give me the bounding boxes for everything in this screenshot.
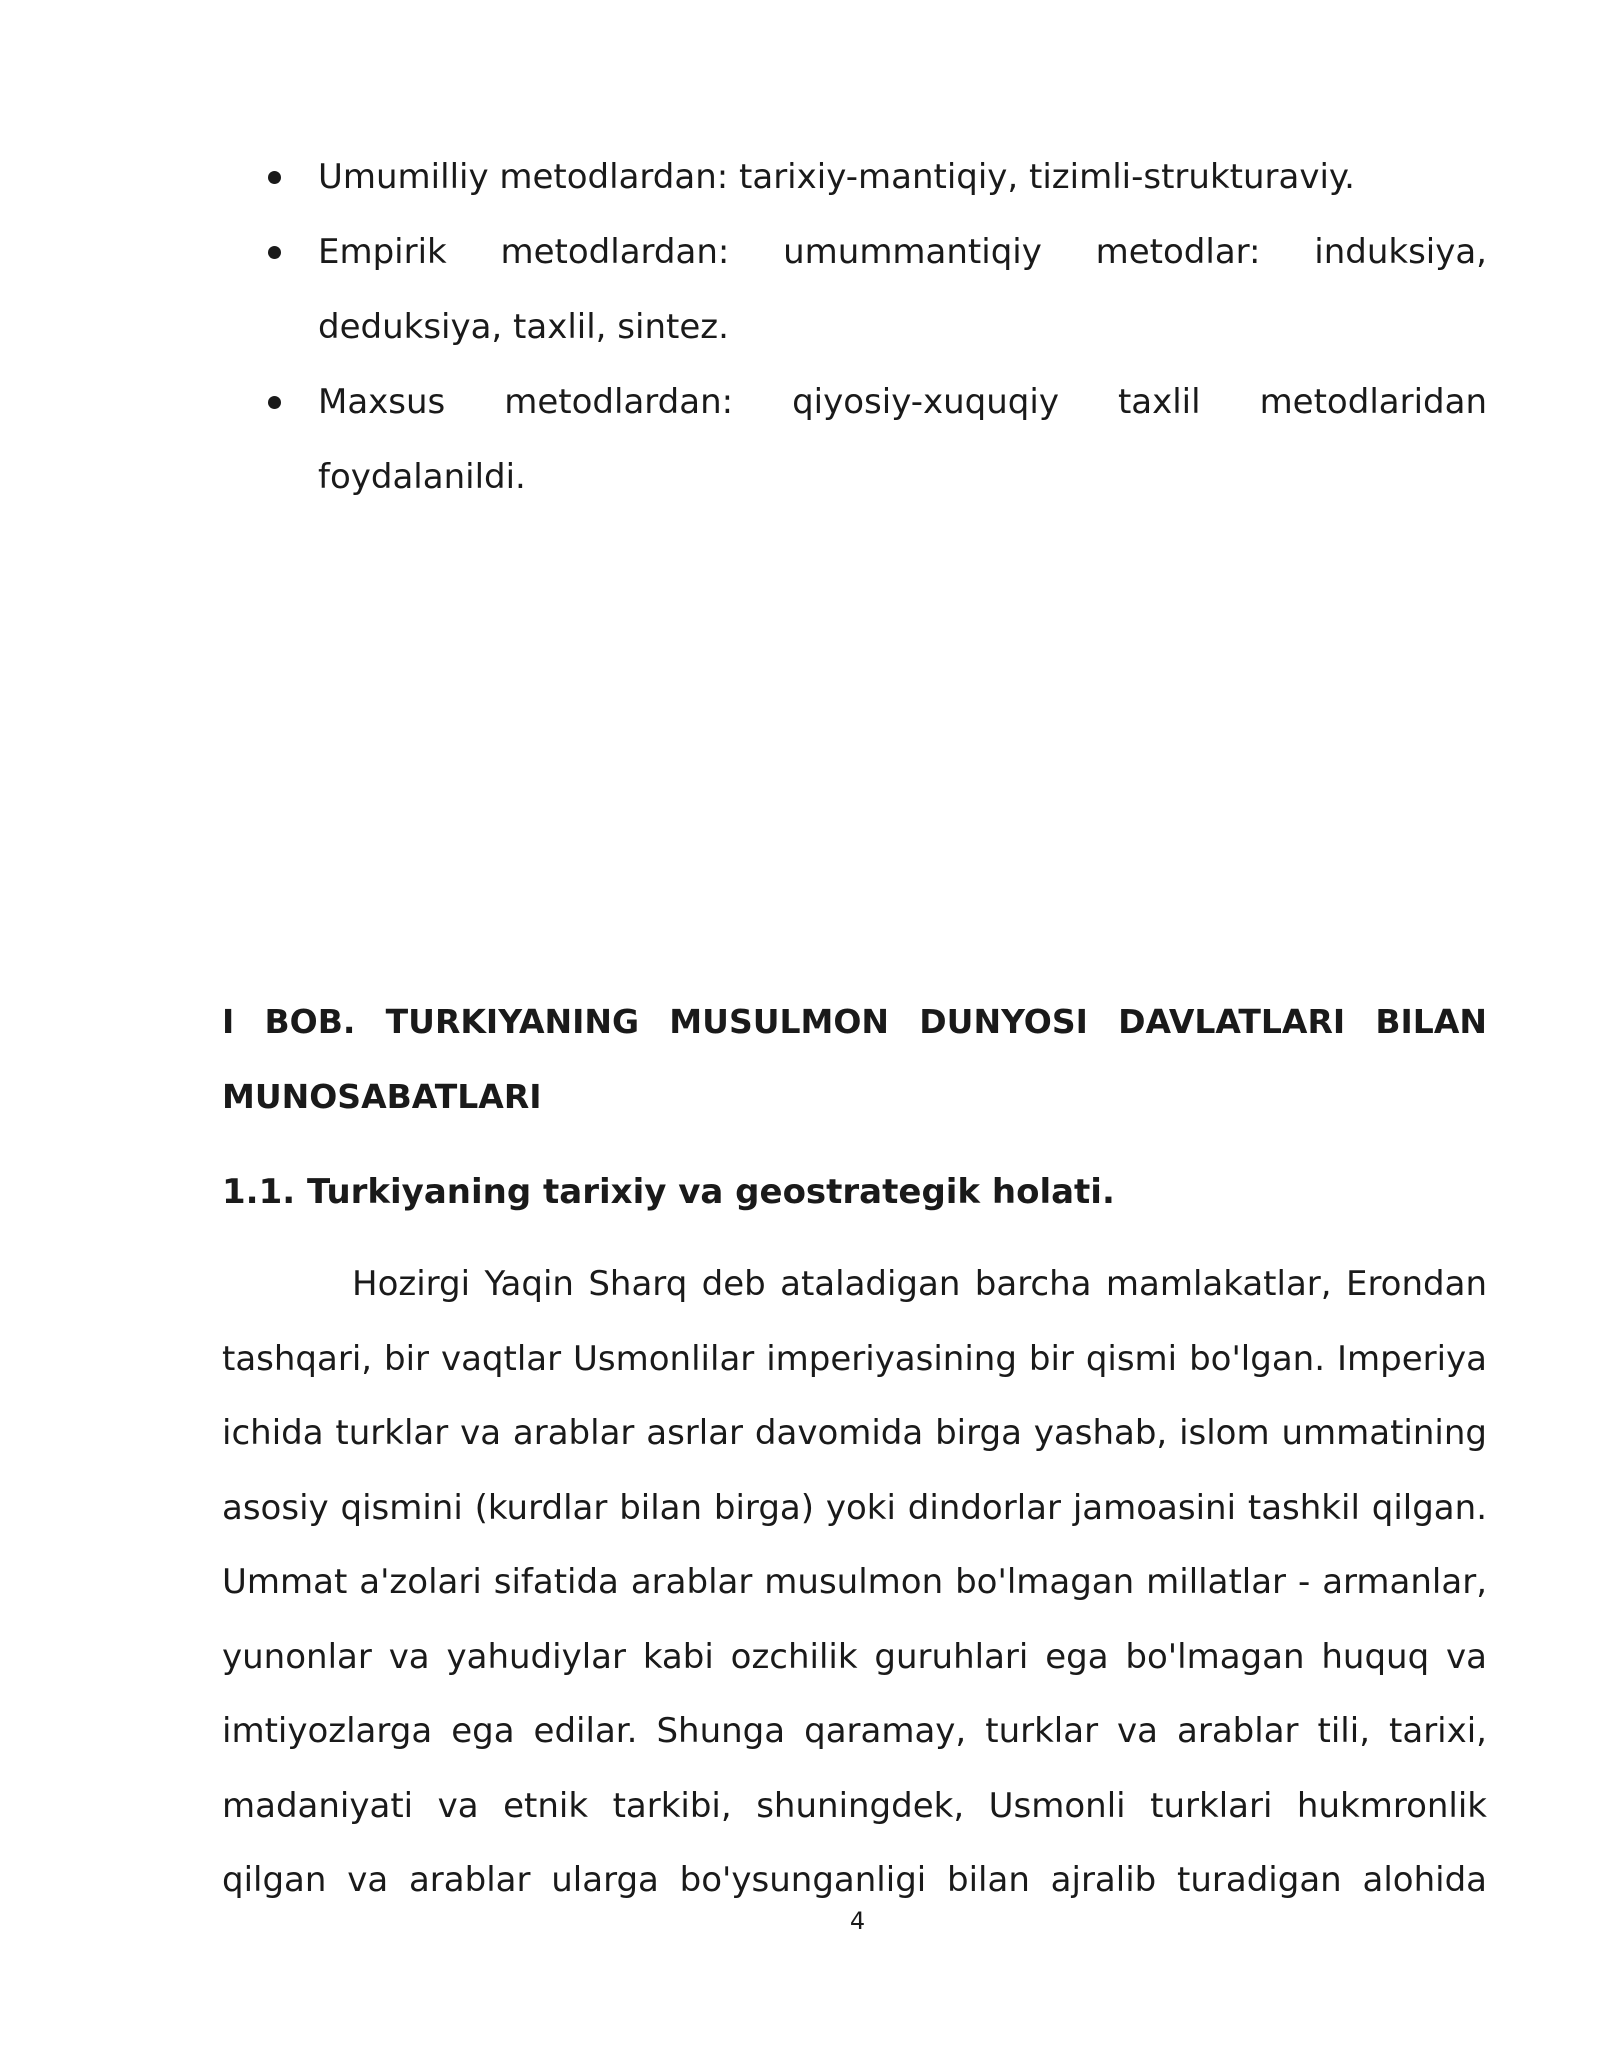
list-item: [265, 365, 1487, 515]
methods-list: [265, 140, 1487, 515]
list-item-text: Umumilliy metodlardan: tarixiy-mantiqiy, tizimli-strukturaviy.: [318, 157, 1355, 197]
bullet-icon: [268, 396, 281, 409]
section-title: 1.1. Turkiyaning tarixiy va geostrategik holati.: [222, 1172, 1115, 1212]
list-item: [265, 215, 1487, 365]
page-number: 4: [849, 1907, 866, 1935]
list-item: [265, 140, 1487, 215]
bullet-icon: [268, 171, 281, 184]
chapter-title: I BOB. TURKIYANING MUSULMON DUNYOSI DAVLATLARI BILAN MUNOSABATLARI: [222, 1002, 1487, 1116]
list-item-text: Empirik metodlardan: umummantiqiy metodlar: induksiya, deduksiya, taxlil, sintez.: [318, 232, 1487, 347]
body-paragraph: Hozirgi Yaqin Sharq deb ataladigan barcha mamlakatlar, Erondan tashqari, bir vaqtlar Usmonlilar imperiyasining bir qismi bo'lgan. Imperiya ichida turklar va arablar asrlar davomida birga yashab, islom ummatining asosiy qismini (kurdlar bilan birga) yoki dindorlar jamoasini tashkil qilgan. Ummat a'zolari sifatida arablar musulmon bo'lmagan millatlar - armanlar, yunonlar va yahudiylar kabi ozchilik guruhlari ega bo'lmagan huquq va imtiyozlarga ega edilar. Shunga qaramay, turklar va arablar tili, tarixi, madaniyati va etnik tarkibi, shuningdek, Usmonli turklari hukmronlik qilgan va arablar ularga bo'ysunganligi bilan ajralib turadigan alohida: [222, 1264, 1487, 1900]
list-item-text: Maxsus metodlardan: qiyosiy-xuquqiy taxlil metodlaridan foydalanildi.: [318, 382, 1487, 497]
bullet-icon: [268, 246, 281, 259]
